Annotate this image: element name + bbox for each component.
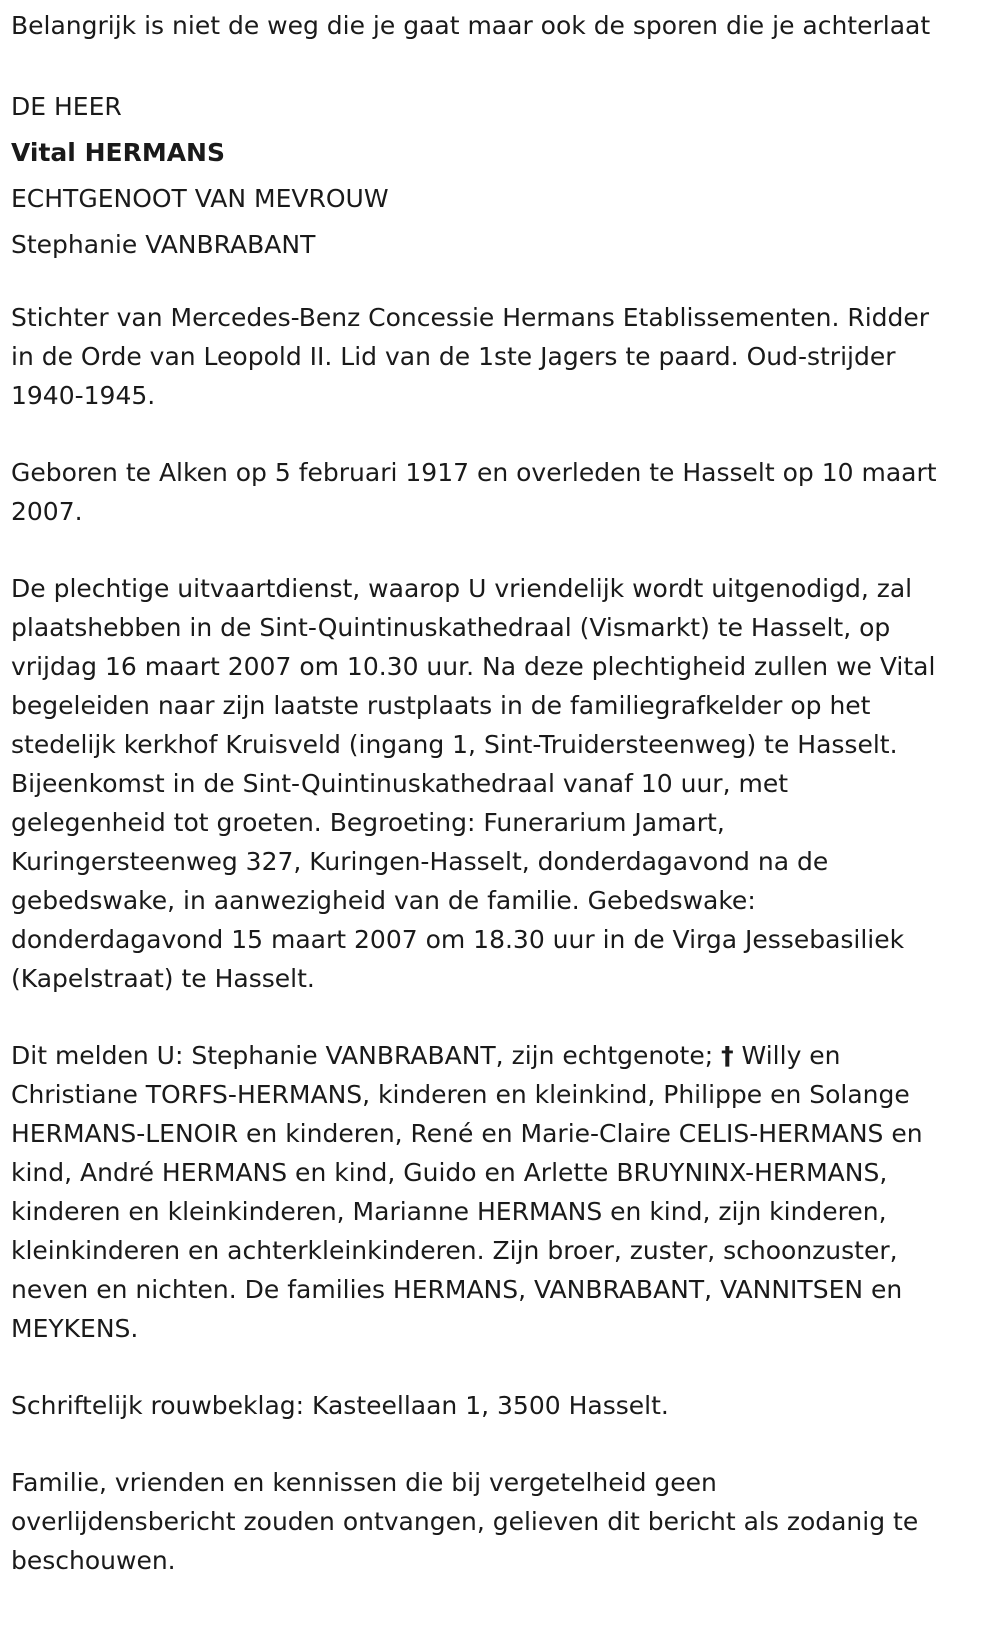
text-line: overlijdensbericht zouden ontvangen, gelieven dit bericht als zodanig te <box>11 1507 919 1536</box>
birth-death-paragraph <box>11 453 986 531</box>
announcers-intro-end: Willy en <box>733 1041 841 1070</box>
text-line: kind, André HERMANS en kind, Guido en Arlette BRUYNINX-HERMANS, <box>11 1158 888 1187</box>
text-line: Stichter van Mercedes-Benz Concessie Hermans Etablissementen. Ridder <box>11 303 930 332</box>
text-line: De plechtige uitvaartdienst, waarop U vriendelijk wordt uitgenodigd, zal <box>11 574 913 603</box>
text-line: Christiane TORFS-HERMANS, kinderen en kleinkind, Philippe en Solange <box>11 1080 910 1109</box>
text-line: 2007. <box>11 497 83 526</box>
text-line: stedelijk kerkhof Kruisveld (ingang 1, Sint-Truidersteenweg) te Hasselt. <box>11 730 898 759</box>
text-line: (Kapelstraat) te Hasselt. <box>11 964 315 993</box>
spouse-relation: ECHTGENOOT VAN MEVROUW <box>11 184 389 213</box>
text-line: plaatshebben in de Sint-Quintinuskathedraal (Vismarkt) te Hasselt, op <box>11 613 891 642</box>
text-line: kinderen en kleinkinderen, Marianne HERMANS en kind, zijn kinderen, <box>11 1197 887 1226</box>
text-line: HERMANS-LENOIR en kinderen, René en Marie-Claire CELIS-HERMANS en <box>11 1119 923 1148</box>
text-line: in de Orde van Leopold II. Lid van de 1ste Jagers te paard. Oud-strijder <box>11 342 896 371</box>
text-line: donderdagavond 15 maart 2007 om 18.30 uur in de Virga Jessebasiliek <box>11 925 905 954</box>
deceased-name: Vital HERMANS <box>11 138 225 167</box>
honorific-title: DE HEER <box>11 92 122 121</box>
text-line: Geboren te Alken op 5 februari 1917 en overleden te Hasselt op 10 maart <box>11 458 937 487</box>
closing-paragraph <box>11 1463 986 1580</box>
text-line: neven en nichten. De families HERMANS, VANBRABANT, VANNITSEN en <box>11 1275 903 1304</box>
text-line: gelegenheid tot groeten. Begroeting: Funerarium Jamart, <box>11 808 725 837</box>
announcers-intro: Dit melden U: Stephanie VANBRABANT, zijn echtgenote; <box>11 1041 722 1070</box>
text-line <box>11 1036 986 1075</box>
text-line: Schriftelijk rouwbeklag: Kasteellaan 1, 3500 Hasselt. <box>11 1391 669 1420</box>
text-line: beschouwen. <box>11 1546 176 1575</box>
cross-icon: † <box>721 1041 734 1070</box>
text-line: vrijdag 16 maart 2007 om 10.30 uur. Na deze plechtigheid zullen we Vital <box>11 652 936 681</box>
text-line: gebedswake, in aanwezigheid van de familie. Gebedswake: <box>11 886 756 915</box>
text-line: Kuringersteenweg 327, Kuringen-Hasselt, donderdagavond na de <box>11 847 829 876</box>
text-line: begeleiden naar zijn laatste rustplaats in de familiegrafkelder op het <box>11 691 871 720</box>
motto-text: Belangrijk is niet de weg die je gaat maar ook de sporen die je achterlaat <box>11 11 931 40</box>
text-line: Familie, vrienden en kennissen die bij vergetelheid geen <box>11 1468 717 1497</box>
deceased-header <box>11 84 989 268</box>
text-line: 1940-1945. <box>11 381 156 410</box>
text-line: MEYKENS. <box>11 1314 139 1343</box>
funeral-paragraph <box>11 569 986 998</box>
text-line: Bijeenkomst in de Sint-Quintinuskathedraal vanaf 10 uur, met <box>11 769 789 798</box>
announcers-paragraph <box>11 1036 986 1348</box>
condolences-paragraph <box>11 1386 986 1425</box>
spouse-name: Stephanie VANBRABANT <box>11 230 316 259</box>
biography-paragraph <box>11 298 986 415</box>
text-line: kleinkinderen en achterkleinkinderen. Zijn broer, zuster, schoonzuster, <box>11 1236 898 1265</box>
